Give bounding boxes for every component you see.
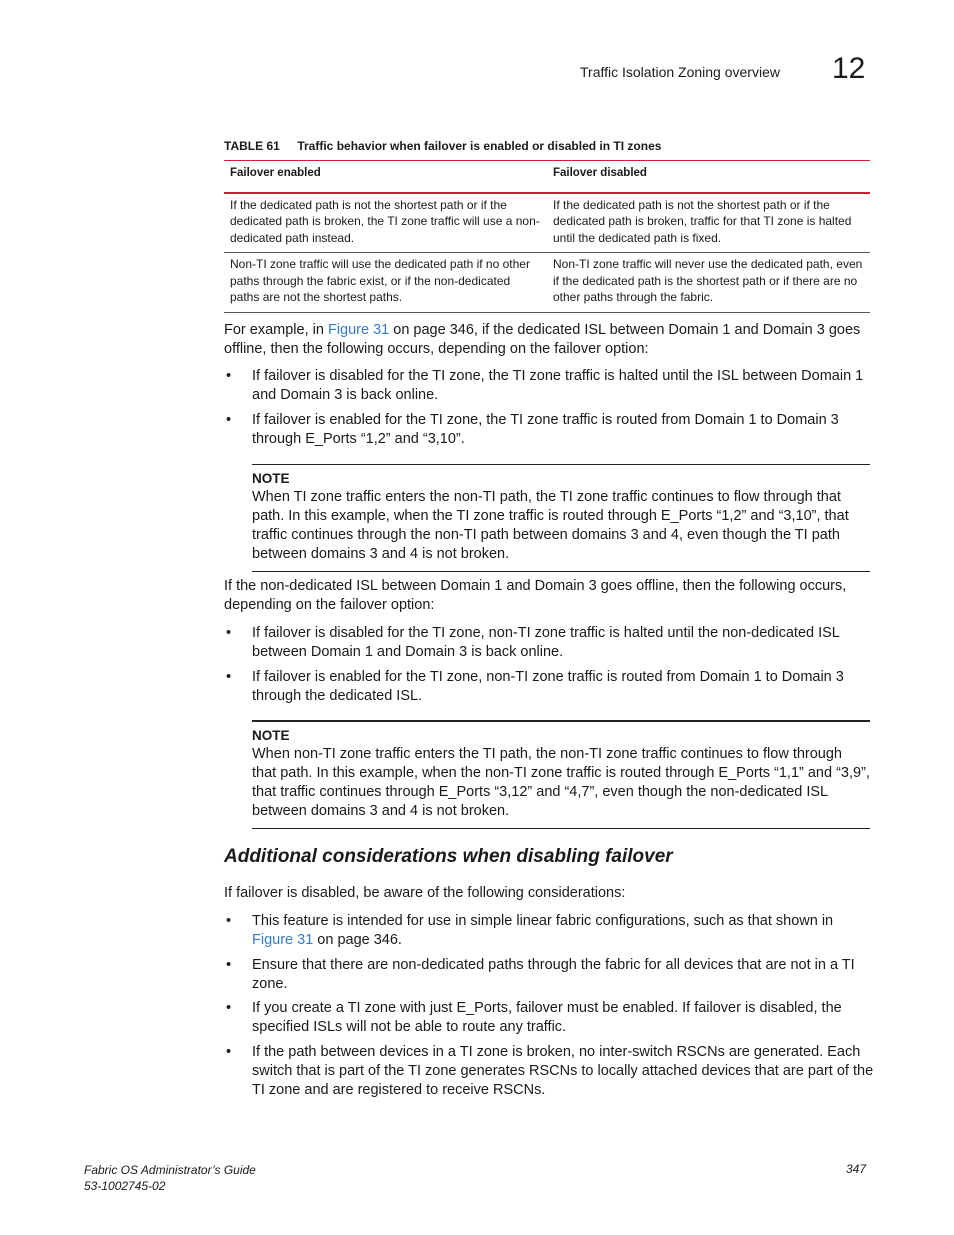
paragraph-text: on page 346, if the dedicated ISL between Domain 1 and Domain 3 goes offline, then the following occurs, depending on the failover option: xyxy=(224,322,861,357)
table-cell: If the dedicated path is not the shortest path or if the dedicated path is broken, traffic for that TI zone is halted until the dedicated path is fixed. xyxy=(547,193,870,253)
bullet-icon: • xyxy=(226,1044,232,1060)
table-caption-text: Traffic behavior when failover is enabled or disabled in TI zones xyxy=(297,139,662,153)
list-item-text: If failover is enabled for the TI zone, the TI zone traffic is routed from Domain 1 to Domain 3 through E_Ports “1,2” and “3,10”. xyxy=(252,412,839,447)
bullet-icon: • xyxy=(226,1000,232,1016)
note-text: When non-TI zone traffic enters the TI path, the non-TI zone traffic continues to flow through that path. In this example, when the non-TI zone traffic is routed through E_Ports “1,1” and “3,9”, that traffic continues through E_Ports “3,12” and “4,7”, even though the non-dedicated ISL between domains 3 and 4 is not broken. xyxy=(252,746,870,819)
bullet-icon: • xyxy=(226,669,232,685)
bullet-icon: • xyxy=(226,368,232,384)
list-item xyxy=(224,624,874,662)
running-header-title: Traffic Isolation Zoning overview xyxy=(580,64,780,80)
paragraph: If the non-dedicated ISL between Domain 1 and Domain 3 goes offline, then the following occurs, depending on the failover option: xyxy=(224,578,847,613)
bullet-icon: • xyxy=(226,913,232,929)
note-box xyxy=(252,464,870,572)
note-label: NOTE xyxy=(252,471,290,486)
note-box xyxy=(252,720,870,829)
footer-guide-title: Fabric OS Administrator’s Guide xyxy=(84,1163,256,1177)
list-item xyxy=(224,1043,874,1100)
note-text: When TI zone traffic enters the non-TI path, the TI zone traffic continues to flow through that path. In this example, when the TI zone traffic is routed through E_Ports “1,2” and “3,10”, that traffic continues through the non-TI path between domains 3 and 4, even though the TI path between domains 3 and 4 is not broken. xyxy=(252,489,849,562)
column-header-failover-enabled: Failover enabled xyxy=(224,161,547,193)
footer-doc-info xyxy=(84,1162,256,1194)
section-heading: Additional considerations when disabling failover xyxy=(224,846,673,867)
table-caption xyxy=(224,139,661,153)
footer-doc-number: 53-1002745-02 xyxy=(84,1179,166,1193)
list-item xyxy=(224,912,874,950)
paragraph-text: For example, in xyxy=(224,322,328,338)
table-cell: If the dedicated path is not the shortest path or if the dedicated path is broken, the TI zone traffic will use a non-dedicated path instead. xyxy=(224,193,547,253)
table-row xyxy=(224,253,870,313)
list-item xyxy=(224,956,874,994)
list-item-text: If failover is enabled for the TI zone, non-TI zone traffic is routed from Domain 1 to Domain 3 through the dedicated ISL. xyxy=(252,669,844,704)
table-cell: Non-TI zone traffic will use the dedicated path if no other paths through the fabric exist, or if the non-dedicated paths are not the shortest paths. xyxy=(224,253,547,313)
chapter-number: 12 xyxy=(832,52,866,85)
list-item-text: If you create a TI zone with just E_Ports, failover must be enabled. If failover is disabled, the specified ISLs will not be able to route any traffic. xyxy=(252,1000,842,1035)
list-item xyxy=(224,367,874,405)
example-paragraph xyxy=(224,321,874,359)
bullet-icon: • xyxy=(226,957,232,973)
bullet-icon: • xyxy=(226,625,232,641)
list-item-text: If failover is disabled for the TI zone, non-TI zone traffic is halted until the non-dedicated ISL between Domain 1 and Domain 3 is back online. xyxy=(252,625,840,660)
list-item-text-part: This feature is intended for use in simple linear fabric configurations, such as that shown in xyxy=(252,913,834,929)
list-item-text: Ensure that there are non-dedicated paths through the fabric for all devices that are not in a TI zone. xyxy=(252,957,855,992)
list-item-text: If the path between devices in a TI zone is broken, no inter-switch RSCNs are generated. Each switch that is part of the TI zone generates RSCNs to locally attached devices that are part of the TI zone and are registered to receive RSCNs. xyxy=(252,1044,874,1098)
list-item-text: If failover is disabled for the TI zone, the TI zone traffic is halted until the ISL between Domain 1 and Domain 3 is back online. xyxy=(252,368,864,403)
column-header-failover-disabled: Failover disabled xyxy=(547,161,870,193)
list-item xyxy=(224,411,874,449)
list-item-text-part: on page 346. xyxy=(313,932,402,948)
figure-31-link[interactable]: Figure 31 xyxy=(252,932,314,948)
paragraph: If failover is disabled, be aware of the following considerations: xyxy=(224,885,626,901)
page-number: 347 xyxy=(846,1162,867,1176)
table-label: TABLE 61 xyxy=(224,139,280,153)
list-item xyxy=(224,999,874,1037)
list-item-text xyxy=(252,912,874,950)
table-cell: Non-TI zone traffic will never use the dedicated path, even if the dedicated path is the shortest path or if there are no other paths through the fabric. xyxy=(547,253,870,313)
note-label: NOTE xyxy=(252,728,290,743)
list-item xyxy=(224,668,874,706)
figure-31-link[interactable]: Figure 31 xyxy=(327,322,390,338)
failover-behavior-table xyxy=(224,160,870,313)
table-row xyxy=(224,193,870,253)
bullet-icon: • xyxy=(226,412,232,428)
